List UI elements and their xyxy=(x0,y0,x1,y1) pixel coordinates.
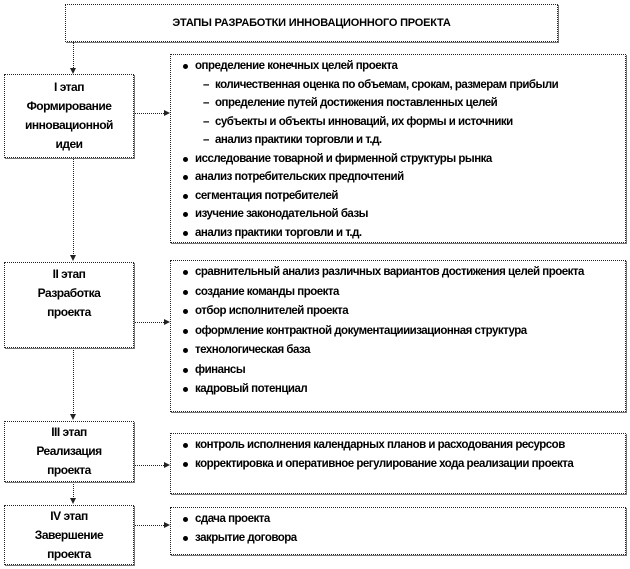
stage-name-line: Реализация xyxy=(36,444,102,458)
connector-stage4-details xyxy=(134,525,168,526)
list-item: сравнительный анализ различных вариантов достижения целей проекта xyxy=(181,263,617,283)
list-item: изучение законодательной базы xyxy=(181,205,617,224)
sub-list-item: – определение путей достижения поставленных целей xyxy=(181,94,617,113)
stage-2-box xyxy=(4,262,134,348)
arrow-down-icon xyxy=(70,255,76,261)
list-item: закрытие договора xyxy=(181,529,617,548)
stage-name-line: инновационной xyxy=(25,118,113,132)
connector-stage3-details xyxy=(134,465,168,466)
diagram-title: ЭТАПЫ РАЗРАБОТКИ ИННОВАЦИОННОГО ПРОЕКТА xyxy=(172,17,451,29)
list-item: финансы xyxy=(181,361,617,381)
list-item: создание команды проекта xyxy=(181,283,617,303)
stage-name-line: проекта xyxy=(47,546,91,561)
list-item: анализ потребительских предпочтений xyxy=(181,168,617,187)
list-item: корректировка и оперативное регулирование хода реализации проекта xyxy=(181,455,617,474)
stage-label: I этап xyxy=(54,80,84,94)
stage-name-line: Разработка xyxy=(37,286,101,300)
list-item: исследование товарной и фирменной структуры рынка xyxy=(181,150,617,169)
stage-label: III этап xyxy=(51,425,87,439)
sub-list-item: – субъекты и объекты инноваций, их формы и источники xyxy=(181,113,617,132)
stage-name-line: проекта xyxy=(47,305,91,319)
stage-3-details xyxy=(170,433,626,494)
stage-name-line: идеи xyxy=(55,137,83,151)
list-item: кадровый потенциал xyxy=(181,380,617,400)
arrow-down-icon xyxy=(70,498,76,504)
list-item: сегментация потребителей xyxy=(181,187,617,206)
connector-stage2-details xyxy=(134,322,168,323)
arrow-down-icon xyxy=(70,414,76,420)
sub-list-item: – анализ практики торговли и т.д. xyxy=(181,131,617,150)
stage-2-details xyxy=(170,260,626,412)
stage-1-details xyxy=(170,54,626,243)
connector-stage1-stage2 xyxy=(73,158,74,256)
list-item: технологическая база xyxy=(181,341,617,361)
list-item: сдача проекта xyxy=(181,510,617,529)
stage-4-box xyxy=(4,505,134,565)
connector-title-stage1 xyxy=(73,42,74,68)
stage-name-line: Завершение xyxy=(34,527,104,542)
stage-1-box xyxy=(4,74,134,158)
connector-stage1-details xyxy=(134,113,168,114)
sub-list-item: – количественная оценка по объемам, срокам, размерам прибыли xyxy=(181,76,617,95)
stage-label: II этап xyxy=(52,267,86,281)
diagram-title-box xyxy=(65,4,558,42)
list-item: контроль исполнения календарных планов и расходования ресурсов xyxy=(181,436,617,455)
connector-stage2-stage3 xyxy=(73,348,74,415)
stage-4-details xyxy=(170,507,626,555)
list-item: анализ практики торговли и т.д. xyxy=(181,224,617,243)
stage-label: IV этап xyxy=(50,508,88,523)
stage-name-line: проекта xyxy=(47,463,91,477)
list-item: оформление контрактной документацииизационная структура xyxy=(181,322,617,342)
stage-name-line: Формирование xyxy=(26,99,112,113)
list-item: определение конечных целей проекта xyxy=(181,57,617,76)
stage-3-box xyxy=(4,421,134,482)
list-item: отбор исполнителей проекта xyxy=(181,302,617,322)
connector-stage3-stage4 xyxy=(73,482,74,499)
